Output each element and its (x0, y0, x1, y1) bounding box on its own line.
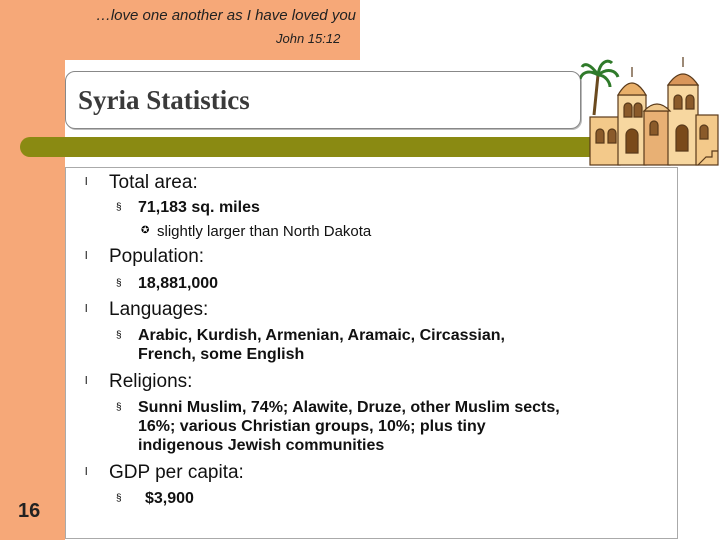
bullet-l1-icon: l (85, 466, 88, 478)
page-number: 16 (18, 500, 41, 522)
item-gdp-value: $3,900 (145, 490, 194, 507)
item-gdp-heading: GDP per capita: (109, 462, 244, 483)
bullet-l1-icon: l (85, 375, 88, 387)
item-languages-line1: Arabic, Kurdish, Armenian, Aramaic, Circassian, (138, 327, 505, 344)
title-box (65, 71, 581, 129)
item-population-value: 18,881,000 (138, 275, 219, 292)
item-population-heading: Population: (109, 246, 205, 267)
bullet-l2-icon: § (116, 493, 122, 504)
bullet-l1-icon: l (85, 250, 88, 262)
item-total-area-heading: Total area: (109, 172, 198, 193)
item-religions-heading: Religions: (109, 371, 193, 392)
bullet-l2-icon: § (116, 330, 122, 341)
town-illustration-icon (580, 55, 720, 167)
bullet-l3-icon: ✪ (141, 225, 150, 236)
item-total-area-note: slightly larger than North Dakota (157, 223, 372, 240)
olive-divider-bar (20, 137, 620, 157)
item-languages-heading: Languages: (109, 299, 209, 320)
bullet-l2-icon: § (116, 278, 122, 289)
left-accent-band (0, 0, 65, 540)
item-total-area-value: 71,183 sq. miles (138, 199, 260, 216)
item-religions-line1: Sunni Muslim, 74%; Alawite, Druze, other Muslim sects, (138, 399, 560, 416)
item-languages-line2: French, some English (138, 346, 305, 363)
item-religions-line3: indigenous Jewish communities (138, 437, 385, 454)
bullet-l2-icon: § (116, 202, 122, 213)
bullet-l2-icon: § (116, 402, 122, 413)
bullet-l1-icon: l (85, 303, 88, 315)
quote-text: …love one another as I have loved you (95, 7, 356, 24)
quote-reference: John 15:12 (276, 31, 341, 46)
content-panel (65, 167, 678, 539)
item-religions-line2: 16%; various Christian groups, 10%; plus tiny (138, 418, 486, 435)
bullet-l1-icon: l (85, 176, 88, 188)
slide-title: Syria Statistics (78, 85, 250, 115)
